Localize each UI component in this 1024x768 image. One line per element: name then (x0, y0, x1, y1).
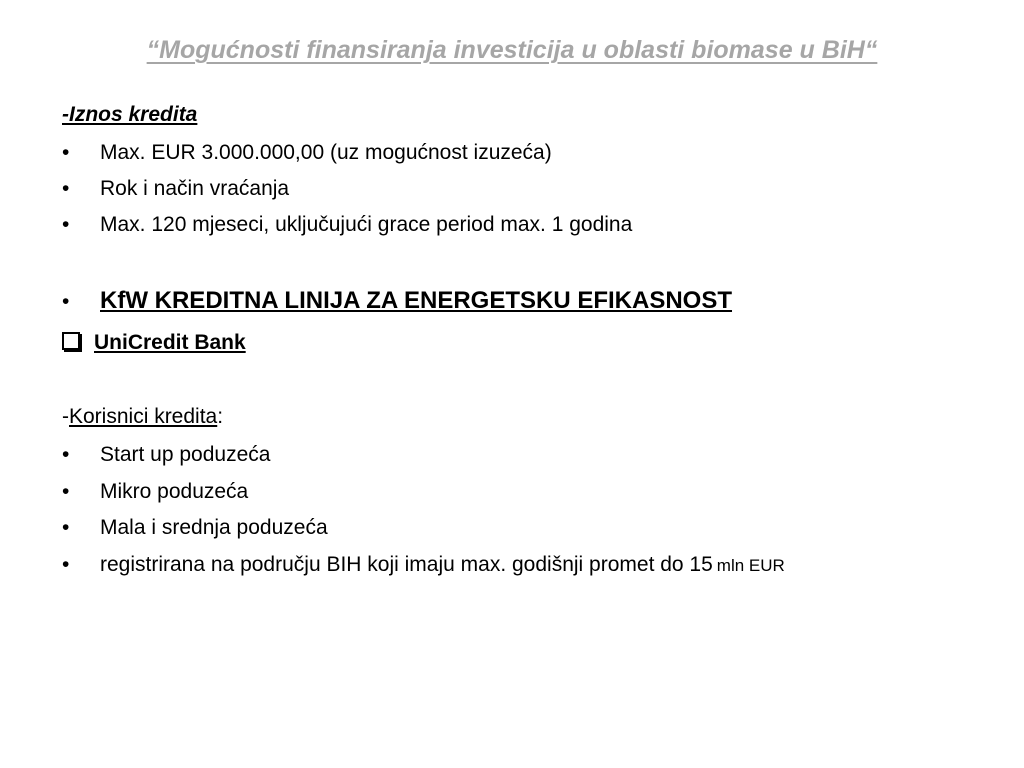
list-item-text: Mala i srednja poduzeća (100, 516, 328, 539)
list-item (62, 140, 552, 166)
checkbox-square-icon (62, 332, 80, 350)
list-item (62, 552, 785, 579)
bullet-icon: • (62, 141, 70, 164)
section-heading-kfw: KfW KREDITNA LINIJA ZA ENERGETSKU EFIKASNOST (100, 287, 733, 314)
bullet-icon: • (62, 516, 70, 539)
bank-line (62, 330, 246, 356)
bullet-icon: • (62, 480, 70, 503)
heading-suffix: : (217, 405, 224, 428)
bank-name: UniCredit Bank (94, 331, 246, 354)
slide-title: “Mogućnosti finansiranja investicija u oblasti biomase u BiH“ (146, 36, 878, 64)
heading-text: Korisnici kredita (69, 405, 218, 428)
heading-prefix: - (62, 405, 69, 428)
list-item-text: Max. 120 mjeseci, uključujući grace period max. 1 godina (100, 213, 633, 236)
list-item (62, 479, 248, 505)
list-item (62, 442, 270, 468)
list-item-text: Rok i način vraćanja (100, 177, 290, 200)
section-heading-korisnici (62, 404, 223, 430)
list-item-text: registrirana na području BIH koji imaju max. godišnji promet do 15 (100, 553, 713, 576)
section-heading-iznos-kredita: -Iznos kredita (62, 103, 198, 126)
list-item (62, 212, 632, 238)
unit-label: mln EUR (716, 556, 785, 575)
list-item (62, 515, 328, 541)
list-item-text: Max. EUR 3.000.000,00 (uz mogućnost izuzeća) (100, 141, 552, 164)
bullet-icon: • (62, 443, 70, 466)
bullet-icon: • (62, 177, 70, 200)
bullet-icon: • (62, 213, 70, 236)
list-item-text: Start up poduzeća (100, 443, 271, 466)
list-item (62, 176, 289, 202)
bullet-icon: • (62, 290, 70, 313)
list-item-text: Mikro poduzeća (100, 480, 249, 503)
kfw-heading-line (62, 287, 732, 316)
bullet-icon: • (62, 553, 70, 576)
